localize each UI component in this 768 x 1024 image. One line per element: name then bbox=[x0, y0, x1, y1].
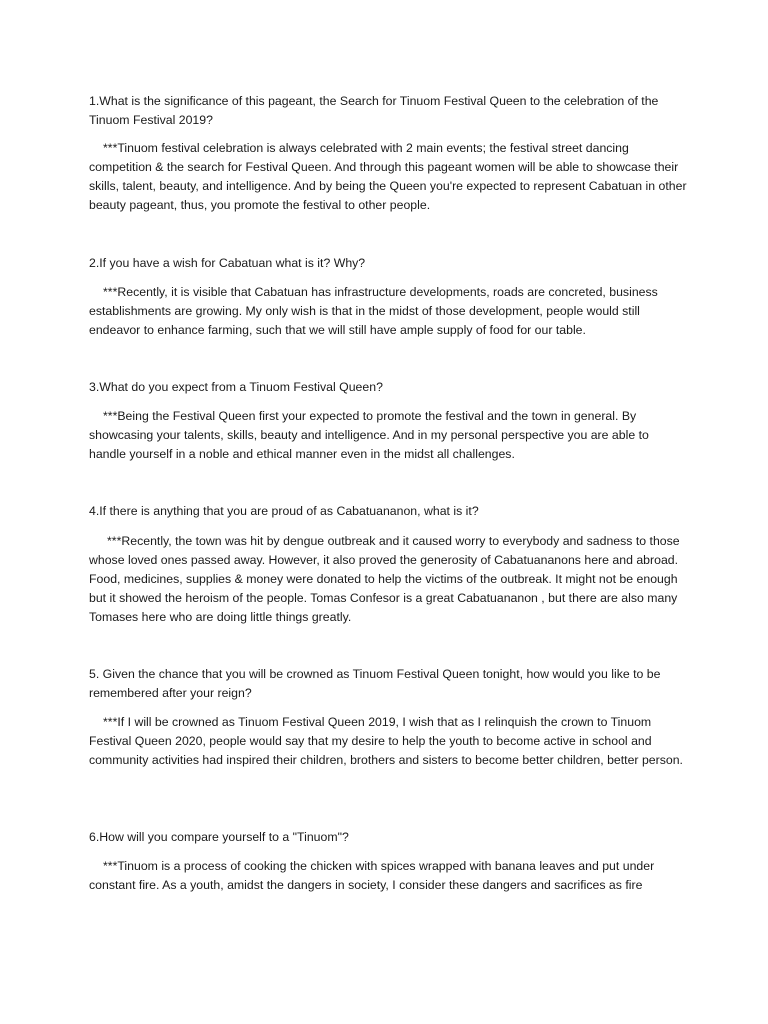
answer-2: ***Recently, it is visible that Cabatuan has infrastructure developments, roads are concreted, business establishments are growing. My only wish is that in the midst of those development, people would still endeavor to enhance farming, such that we will still have ample supply of food for our table. bbox=[89, 285, 658, 337]
question-3: 3.What do you expect from a Tinuom Festival Queen? bbox=[89, 380, 383, 394]
answer-4: ***Recently, the town was hit by dengue outbreak and it caused worry to everybody and sadness to those whose loved ones passed away. However, it also proved the generosity of Cabatuananons here and abroad. Food, medicines, supplies & money were donated to help the victims of the outbreak. It might not be enough but it showed the heroism of the people. Tomas Confesor is a great Cabatuananon , but there are also many Tomases here who are doing little things greatly. bbox=[89, 534, 680, 624]
answer-3: ***Being the Festival Queen first your expected to promote the festival and the town in general. By showcasing your talents, skills, beauty and intelligence. And in my personal perspective you are able to handle yourself in a noble and ethical manner even in the midst all challenges. bbox=[89, 409, 649, 461]
question-5: 5. Given the chance that you will be crowned as Tinuom Festival Queen tonight, how would you like to be remembered after your reign? bbox=[89, 667, 661, 700]
question-2: 2.If you have a wish for Cabatuan what is it? Why? bbox=[89, 256, 366, 270]
answer-5: ***If I will be crowned as Tinuom Festival Queen 2019, I wish that as I relinquish the crown to Tinuom Festival Queen 2020, people would say that my desire to help the youth to become active in school and community activities had inspired their children, brothers and sisters to become better children, better person. bbox=[89, 715, 683, 767]
question-1: 1.What is the significance of this pageant, the Search for Tinuom Festival Queen to the celebration of the Tinuom Festival 2019? bbox=[89, 94, 659, 127]
answer-6: ***Tinuom is a process of cooking the chicken with spices wrapped with banana leaves and put under constant fire. As a youth, amidst the dangers in society, I consider these dangers and sacrifices as fire bbox=[89, 859, 655, 892]
answer-1: ***Tinuom festival celebration is always celebrated with 2 main events; the festival street dancing competition & the search for Festival Queen. And through this pageant women will be able to showcase their skills, talent, beauty, and intelligence. And by being the Queen you're expected to represent Cabatuan in other beauty pageant, thus, you promote the festival to other people. bbox=[89, 141, 687, 212]
question-6: 6.How will you compare yourself to a "Tinuom"? bbox=[89, 830, 349, 844]
question-4: 4.If there is anything that you are proud of as Cabatuananon, what is it? bbox=[89, 504, 479, 518]
